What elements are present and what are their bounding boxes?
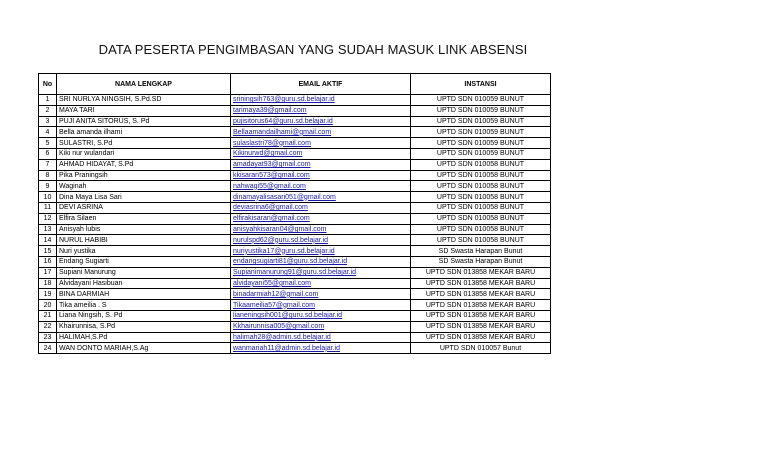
cell-no: 7	[39, 159, 57, 170]
cell-email[interactable]	[231, 343, 411, 354]
cell-email[interactable]	[231, 278, 411, 289]
cell-instansi: UPTD SDN 010058 BUNUT	[411, 159, 551, 170]
table-row	[39, 235, 551, 246]
table-row	[39, 300, 551, 311]
email-link[interactable]: kkisaran573@gmail.com	[233, 171, 310, 179]
cell-nama: Alvidayani Hasibuan	[57, 278, 231, 289]
cell-instansi: UPTD SDN 013858 MEKAR BARU	[411, 278, 551, 289]
header-instansi: INSTANSI	[411, 74, 551, 95]
cell-instansi: UPTD SDN 010059 BUNUT	[411, 138, 551, 149]
email-link[interactable]: Bellaamandailhami@gmail.com	[233, 128, 332, 136]
page-title: DATA PESERTA PENGIMBASAN YANG SUDAH MASUK LINK ABSENSI	[98, 42, 528, 57]
cell-email[interactable]	[231, 300, 411, 311]
table-row	[39, 267, 551, 278]
cell-no: 9	[39, 181, 57, 192]
cell-no: 24	[39, 343, 57, 354]
cell-instansi: UPTD SDN 013858 MEKAR BARU	[411, 332, 551, 343]
cell-no: 14	[39, 235, 57, 246]
table-header-row	[39, 74, 551, 95]
cell-instansi: UPTD SDN 013858 MEKAR BARU	[411, 310, 551, 321]
header-nama: NAMA LENGKAP	[57, 74, 231, 95]
table-row	[39, 148, 551, 159]
table-row	[39, 95, 551, 106]
email-link[interactable]: deviasrina6@gmail.com	[233, 204, 308, 212]
cell-no: 15	[39, 246, 57, 257]
table-body	[39, 95, 551, 354]
cell-no: 12	[39, 213, 57, 224]
cell-nama: DEVI ASRINA	[57, 202, 231, 213]
cell-email[interactable]	[231, 170, 411, 181]
cell-no: 19	[39, 289, 57, 300]
cell-no: 20	[39, 300, 57, 311]
table-row	[39, 343, 551, 354]
table-row	[39, 105, 551, 116]
cell-nama: Tika ameilia . S	[57, 300, 231, 311]
cell-nama: Pika Praningsih	[57, 170, 231, 181]
table-row	[39, 289, 551, 300]
cell-instansi: UPTD SDN 010058 BUNUT	[411, 213, 551, 224]
cell-nama: Nuri yustika	[57, 246, 231, 257]
cell-instansi: UPTD SDN 010058 BUNUT	[411, 192, 551, 203]
cell-no: 5	[39, 138, 57, 149]
cell-email[interactable]	[231, 332, 411, 343]
cell-instansi: UPTD SDN 010058 BUNUT	[411, 235, 551, 246]
table-row	[39, 256, 551, 267]
cell-email[interactable]	[231, 105, 411, 116]
table-row	[39, 321, 551, 332]
cell-email[interactable]	[231, 256, 411, 267]
cell-email[interactable]	[231, 159, 411, 170]
cell-email[interactable]	[231, 246, 411, 257]
email-link[interactable]: elfirakisaran@gmail.com	[233, 215, 310, 223]
table-row	[39, 138, 551, 149]
cell-email[interactable]	[231, 235, 411, 246]
cell-instansi: UPTD SDN 010058 BUNUT	[411, 202, 551, 213]
cell-no: 17	[39, 267, 57, 278]
cell-instansi: UPTD SDN 013858 MEKAR BARU	[411, 267, 551, 278]
cell-nama: WAN DONTO MARIAH,S.Ag	[57, 343, 231, 354]
cell-no: 8	[39, 170, 57, 181]
cell-no: 18	[39, 278, 57, 289]
cell-email[interactable]	[231, 213, 411, 224]
cell-email[interactable]	[231, 138, 411, 149]
cell-nama: Elfira Silaen	[57, 213, 231, 224]
cell-email[interactable]	[231, 192, 411, 203]
cell-email[interactable]	[231, 148, 411, 159]
cell-instansi: UPTD SDN 013858 MEKAR BARU	[411, 321, 551, 332]
email-link[interactable]: pujisitorus64@guru.sd.belajar.id	[233, 117, 333, 125]
email-link[interactable]: amadayat93@gmail.com	[233, 161, 311, 169]
cell-nama: NURUL HABIBI	[57, 235, 231, 246]
cell-instansi: UPTD SDN 010058 BUNUT	[411, 181, 551, 192]
table-row	[39, 192, 551, 203]
cell-nama: Anisyah lubis	[57, 224, 231, 235]
cell-nama: Dina Maya Lisa Sari	[57, 192, 231, 203]
email-link[interactable]: tarimaya39@gmail.com	[233, 107, 307, 115]
cell-nama: MAYA TARI	[57, 105, 231, 116]
cell-no: 23	[39, 332, 57, 343]
table-row	[39, 202, 551, 213]
cell-email[interactable]	[231, 181, 411, 192]
cell-email[interactable]	[231, 202, 411, 213]
cell-nama: Kiki nur wulandari	[57, 148, 231, 159]
cell-no: 16	[39, 256, 57, 267]
cell-email[interactable]	[231, 127, 411, 138]
email-link[interactable]: sulaslastri78@gmail.com	[233, 139, 311, 147]
cell-instansi: UPTD SDN 010059 BUNUT	[411, 148, 551, 159]
table-row	[39, 181, 551, 192]
cell-nama: Supiani Manurung	[57, 267, 231, 278]
table-row	[39, 278, 551, 289]
cell-instansi: UPTD SDN 010059 BUNUT	[411, 116, 551, 127]
table-row	[39, 332, 551, 343]
cell-nama: Waginah	[57, 181, 231, 192]
email-link[interactable]: lianeningsih001@guru.sd.belajar.id	[233, 312, 343, 320]
cell-nama: SRI NURLYA NINGSIH, S.Pd.SD	[57, 95, 231, 106]
cell-instansi: UPTD SDN 010059 BUNUT	[411, 127, 551, 138]
email-link[interactable]: Kkhairunnisa005@gmail.com	[233, 323, 325, 331]
cell-no: 6	[39, 148, 57, 159]
table-row	[39, 246, 551, 257]
email-link[interactable]: nuriyustika17@guru.sd.belajar.id	[233, 247, 335, 255]
table-row	[39, 170, 551, 181]
cell-nama: BINA DARMIAH	[57, 289, 231, 300]
cell-no: 13	[39, 224, 57, 235]
cell-email[interactable]	[231, 321, 411, 332]
participants-table	[38, 73, 551, 354]
email-link[interactable]: halimah28@admin.sd.belajar.id	[233, 333, 331, 341]
cell-email[interactable]	[231, 310, 411, 321]
table-row	[39, 116, 551, 127]
cell-no: 2	[39, 105, 57, 116]
cell-nama: HALIMAH,S.Pd	[57, 332, 231, 343]
cell-email[interactable]	[231, 95, 411, 106]
cell-no: 21	[39, 310, 57, 321]
table-row	[39, 213, 551, 224]
cell-email[interactable]	[231, 224, 411, 235]
cell-no: 4	[39, 127, 57, 138]
cell-no: 10	[39, 192, 57, 203]
cell-instansi: SD Swasta Harapan Bunut	[411, 256, 551, 267]
cell-nama: AHMAD HIDAYAT, S.Pd	[57, 159, 231, 170]
header-email: EMAIL AKTIF	[231, 74, 411, 95]
email-link[interactable]: wanmariah11@admin.sd.belajar.id	[233, 344, 340, 352]
email-link[interactable]: nahwagi55@gmail.com	[233, 182, 306, 190]
cell-email[interactable]	[231, 267, 411, 278]
cell-nama: Khairunnisa, S.Pd	[57, 321, 231, 332]
cell-nama: Liana Ningsih, S. Pd	[57, 310, 231, 321]
email-link[interactable]: alvidayani55@gmail.com	[233, 279, 311, 287]
cell-nama: PUJI ANITA SITORUS, S. Pd	[57, 116, 231, 127]
cell-instansi: UPTD SDN 013858 MEKAR BARU	[411, 300, 551, 311]
table-row	[39, 310, 551, 321]
cell-email[interactable]	[231, 116, 411, 127]
table-row	[39, 224, 551, 235]
cell-instansi: SD Swasta Harapan Bunut	[411, 246, 551, 257]
email-link[interactable]: Tikaameilia57@gmail.com	[233, 301, 315, 309]
cell-nama: Endang Sugiarti	[57, 256, 231, 267]
email-link[interactable]: sriningsih763@guru.sd.belajar.id	[233, 96, 335, 104]
cell-nama: SULASTRI, S.Pd	[57, 138, 231, 149]
email-link[interactable]: endangsugiarti81@guru.sd.belajar.id	[233, 258, 348, 266]
cell-instansi: UPTD SDN 013858 MEKAR BARU	[411, 289, 551, 300]
cell-email[interactable]	[231, 289, 411, 300]
email-link[interactable]: Kikinurwd@gmail.com	[233, 150, 303, 158]
table-row	[39, 127, 551, 138]
email-link[interactable]: Supianimanurung91@guru.sd.belajar.id	[233, 269, 357, 277]
cell-no: 3	[39, 116, 57, 127]
email-link[interactable]: dinamayalisasari051@gmail.com	[233, 193, 336, 201]
table-row	[39, 159, 551, 170]
cell-no: 22	[39, 321, 57, 332]
cell-no: 11	[39, 202, 57, 213]
cell-instansi: UPTD SDN 010057 Bunut	[411, 343, 551, 354]
cell-nama: Bella amanda ilhami	[57, 127, 231, 138]
cell-instansi: UPTD SDN 010059 BUNUT	[411, 95, 551, 106]
email-link[interactable]: anisyahkisaran04@gmail.com	[233, 225, 327, 233]
cell-no: 1	[39, 95, 57, 106]
email-link[interactable]: nurulspd62@guru.sd.belajar.id	[233, 236, 329, 244]
cell-instansi: UPTD SDN 010059 BUNUT	[411, 105, 551, 116]
cell-instansi: UPTD SDN 010058 BUNUT	[411, 170, 551, 181]
header-no: No	[39, 74, 57, 95]
cell-instansi: UPTD SDN 010058 BUNUT	[411, 224, 551, 235]
email-link[interactable]: binadarmiah12@gmail.com	[233, 290, 319, 298]
